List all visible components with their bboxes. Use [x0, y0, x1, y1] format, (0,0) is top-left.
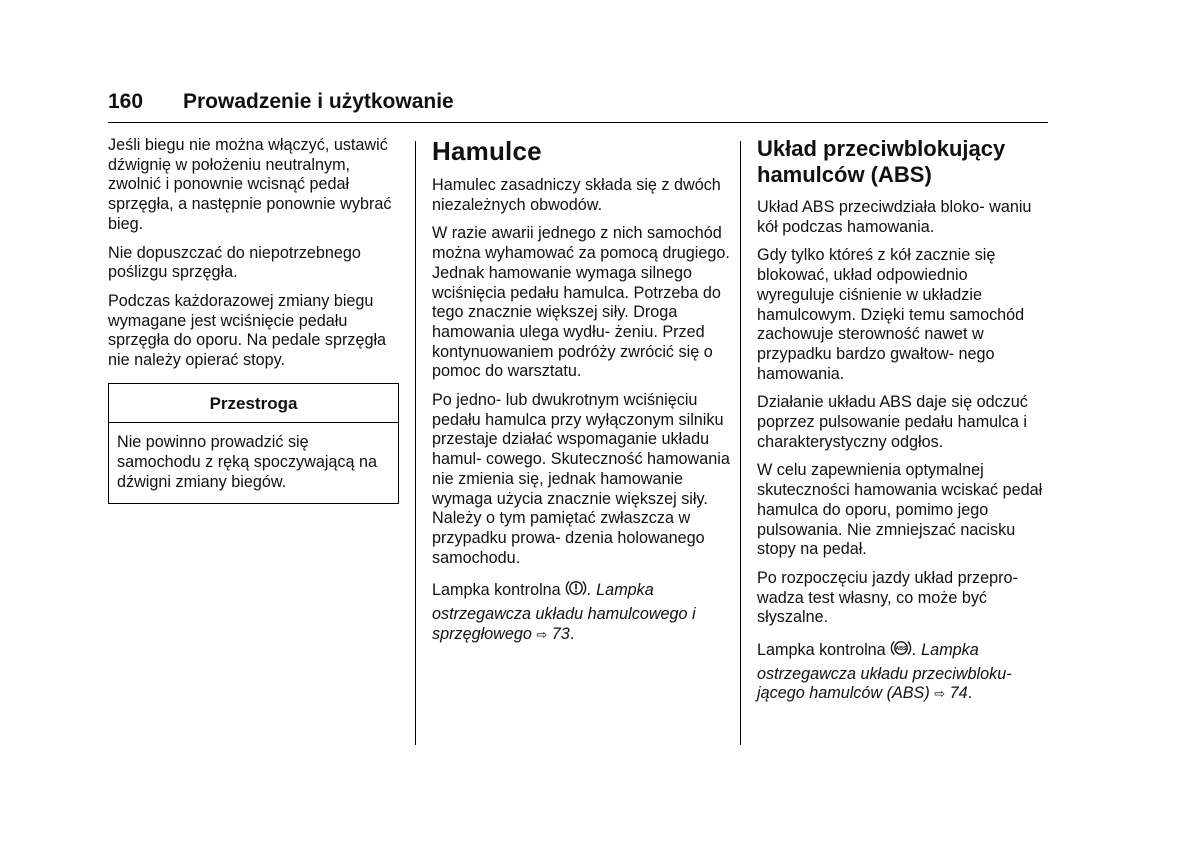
lamp-description: . Lampka ostrzegawcza układu przeciwbloku- jącego hamulców (ABS): [757, 641, 1012, 703]
abs-warning-icon: [890, 637, 912, 665]
paragraph: Hamulec zasadniczy składa się z dwóch niezależnych obwodów.: [432, 176, 721, 214]
column-1: [108, 136, 400, 504]
paragraph: Działanie układu ABS daje się odczuć poprzez pulsowanie pedału hamulca i charakterystyczny odgłos.: [757, 393, 1028, 451]
period: .: [967, 684, 973, 703]
section-heading-abs: Układ przeciwblokujący hamulców (ABS): [757, 136, 1006, 187]
column-2: [432, 136, 732, 653]
page-title: Prowadzenie i użytkowanie: [183, 90, 454, 113]
column-divider-2: [740, 141, 741, 745]
paragraph: Po jedno- lub dwukrotnym wciśnięciu pedału hamulca przy wyłączonym silniku przestaje działać wspomaganie układu hamul- cowego. Skuteczność hamowania nie zmienia się, jednak hamowanie wymaga użycia znacznie większej siły. Należy o tym pamiętać zwłaszcza w przypadku prowa- dzenia holowanego samochodu.: [432, 391, 730, 567]
page-ref-arrow-icon: ⇨: [536, 626, 548, 642]
page-link[interactable]: 73: [551, 624, 570, 643]
paragraph: Gdy tylko któreś z kół zacznie się blokować, układ odpowiednio wyreguluje ciśnienie w układzie hamulcowym. Dzięki temu samochód zachowuje sterowność nawet w przypadku bardzo gwałtow- nego hamowania.: [757, 246, 1025, 383]
svg-text:ABS: ABS: [895, 646, 907, 653]
period: .: [569, 624, 575, 643]
lamp-label: Lampka kontrolna: [432, 581, 561, 600]
paragraph: W celu zapewnienia optymalnej skuteczności hamowania wciskać pedał hamulca do oporu, pomimo jego pulsowania. Nie zmniejszać nacisku stopy na pedał.: [757, 461, 1043, 559]
lamp-description: . Lampka ostrzegawcza układu hamulcowego i sprzęgłowego: [432, 581, 696, 643]
section-heading-brakes: Hamulce: [432, 136, 542, 166]
page-number: 160: [108, 90, 144, 113]
paragraph: Podczas każdorazowej zmiany biegu wymagane jest wciśnięcie pedału sprzęgła do oporu. Na pedale sprzęgła nie należy opierać stopy.: [108, 291, 387, 370]
page-link[interactable]: 74: [949, 684, 968, 703]
page-ref-arrow-icon: ⇨: [934, 686, 946, 702]
page-header: [108, 88, 1048, 122]
paragraph: W razie awarii jednego z nich samochód można wyhamować za pomocą drugiego. Jednak hamowanie wymaga silnego wciśnięcia pedału hamulca. Potrzeba do tego znacznie większej siły. Droga hamowania ulega wydłu- żeniu. Przed kontynuowaniem podróży zwrócić się o pomoc do warsztatu.: [432, 224, 730, 381]
lamp-label: Lampka kontrolna: [757, 641, 886, 660]
brake-warning-icon: [565, 577, 587, 605]
caution-title: Przestroga: [109, 384, 398, 424]
column-3: [757, 136, 1049, 713]
caution-body: Nie powinno prowadzić się samochodu z ręką spoczywającą na dźwigni zmiany biegów.: [117, 433, 378, 491]
caution-box: [108, 383, 399, 504]
column-divider-1: [415, 141, 416, 745]
lamp-reference: [757, 637, 1049, 704]
paragraph: Jeśli biegu nie można włączyć, ustawić dźwignię w położeniu neutralnym, zwolnić i ponownie wcisnąć pedał sprzęgła, a następnie ponownie wybrać bieg.: [108, 136, 392, 233]
paragraph: Nie dopuszczać do niepotrzebnego poślizgu sprzęgła.: [108, 243, 361, 282]
header-divider: [108, 122, 1048, 123]
paragraph: Układ ABS przeciwdziała bloko- waniu kół podczas hamowania.: [757, 198, 1032, 236]
lamp-reference: [432, 577, 732, 644]
paragraph: Po rozpoczęciu jazdy układ przepro- wadza test własny, co może być słyszalne.: [757, 568, 1018, 627]
